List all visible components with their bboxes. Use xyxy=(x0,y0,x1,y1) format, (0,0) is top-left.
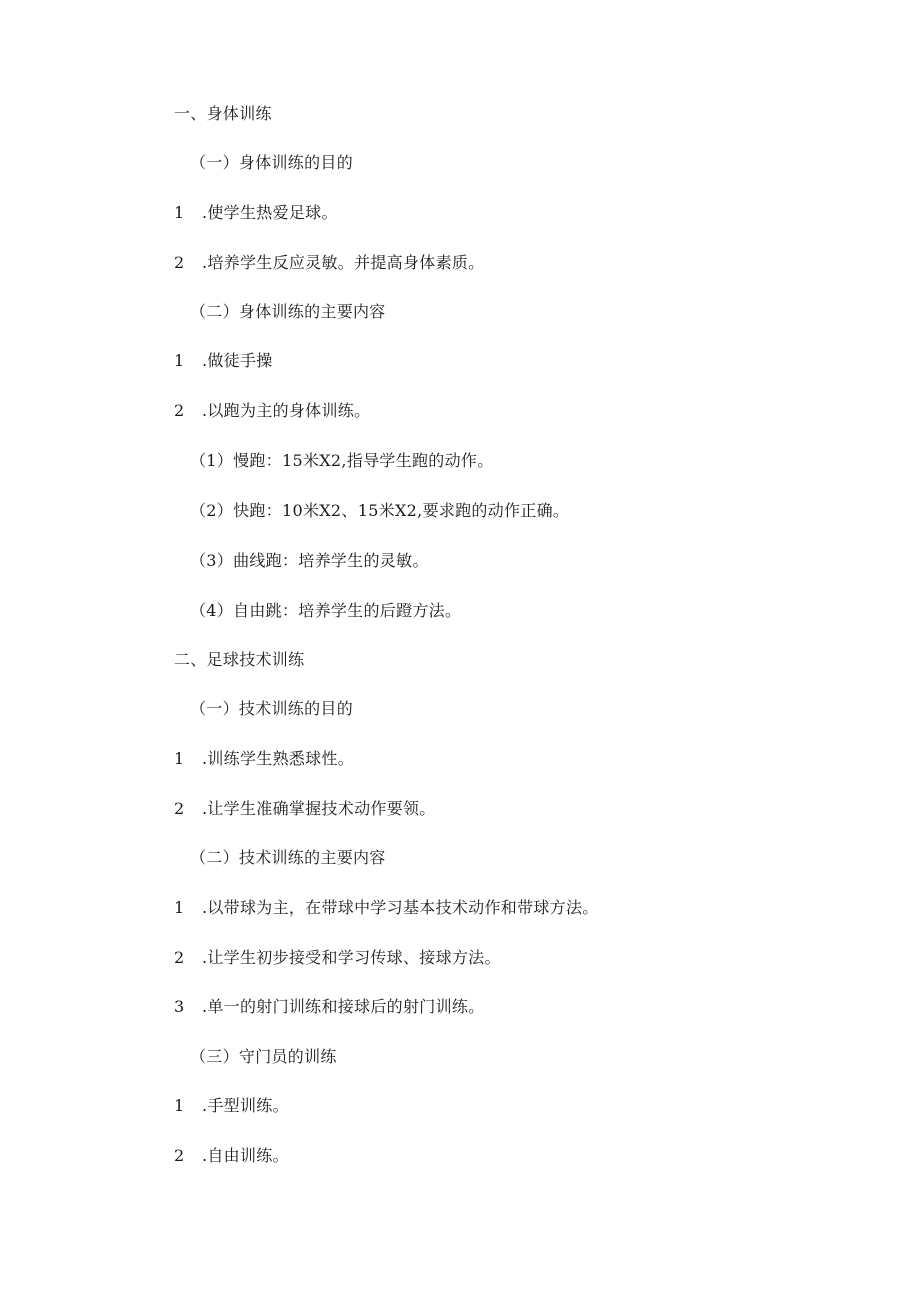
list-item-text: .以带球为主，在带球中学习基本技术动作和带球方法。 xyxy=(202,898,599,917)
list-item-number: 1 xyxy=(174,749,185,768)
list-item-number: 1 xyxy=(174,1096,185,1115)
list-item xyxy=(174,1096,289,1116)
sub-list-item: （2）快跑：10米X2、15米X2,要求跑的动作正确。 xyxy=(190,501,570,520)
list-item-text: .单一的射门训练和接球后的射门训练。 xyxy=(202,997,485,1016)
subsection-heading: （二）身体训练的主要内容 xyxy=(190,302,386,321)
list-item-number: 3 xyxy=(174,997,185,1016)
list-item xyxy=(174,749,354,769)
list-item xyxy=(174,1146,289,1166)
list-item xyxy=(174,997,485,1017)
list-item-text: .训练学生熟悉球性。 xyxy=(202,749,355,768)
list-item xyxy=(174,799,436,819)
list-item-number: 1 xyxy=(174,898,185,917)
list-item-text: .使学生热爱足球。 xyxy=(202,203,338,222)
section-heading: 二、足球技术训练 xyxy=(174,650,305,669)
section-heading: 一、身体训练 xyxy=(174,104,272,123)
list-item-number: 2 xyxy=(174,401,185,420)
subsection-heading: （三）守门员的训练 xyxy=(190,1047,337,1066)
sub-list-item: （1）慢跑：15米X2,指导学生跑的动作。 xyxy=(190,451,494,470)
list-item-text: .让学生初步接受和学习传球、接球方法。 xyxy=(202,948,501,967)
list-item-text: .手型训练。 xyxy=(202,1096,289,1115)
list-item xyxy=(174,948,501,968)
list-item xyxy=(174,253,485,273)
list-item xyxy=(174,203,338,223)
subsection-heading: （二）技术训练的主要内容 xyxy=(190,848,386,867)
sub-list-item: （3）曲线跑：培养学生的灵敏。 xyxy=(190,551,429,570)
list-item-number: 2 xyxy=(174,1146,185,1165)
subsection-heading: （一）身体训练的目的 xyxy=(190,153,354,172)
subsection-heading: （一）技术训练的目的 xyxy=(190,699,354,718)
list-item-text: .培养学生反应灵敏。并提高身体素质。 xyxy=(202,253,485,272)
list-item-text: .做徒手操 xyxy=(202,351,273,370)
list-item-number: 2 xyxy=(174,948,185,967)
list-item-number: 1 xyxy=(174,203,185,222)
list-item-text: .让学生准确掌握技术动作要领。 xyxy=(202,799,436,818)
list-item-text: .以跑为主的身体训练。 xyxy=(202,401,371,420)
list-item xyxy=(174,351,273,371)
list-item xyxy=(174,401,370,421)
list-item-text: .自由训练。 xyxy=(202,1146,289,1165)
list-item xyxy=(174,898,599,918)
list-item-number: 1 xyxy=(174,351,185,370)
list-item-number: 2 xyxy=(174,253,185,272)
list-item-number: 2 xyxy=(174,799,185,818)
sub-list-item: （4）自由跳：培养学生的后蹬方法。 xyxy=(190,601,462,620)
